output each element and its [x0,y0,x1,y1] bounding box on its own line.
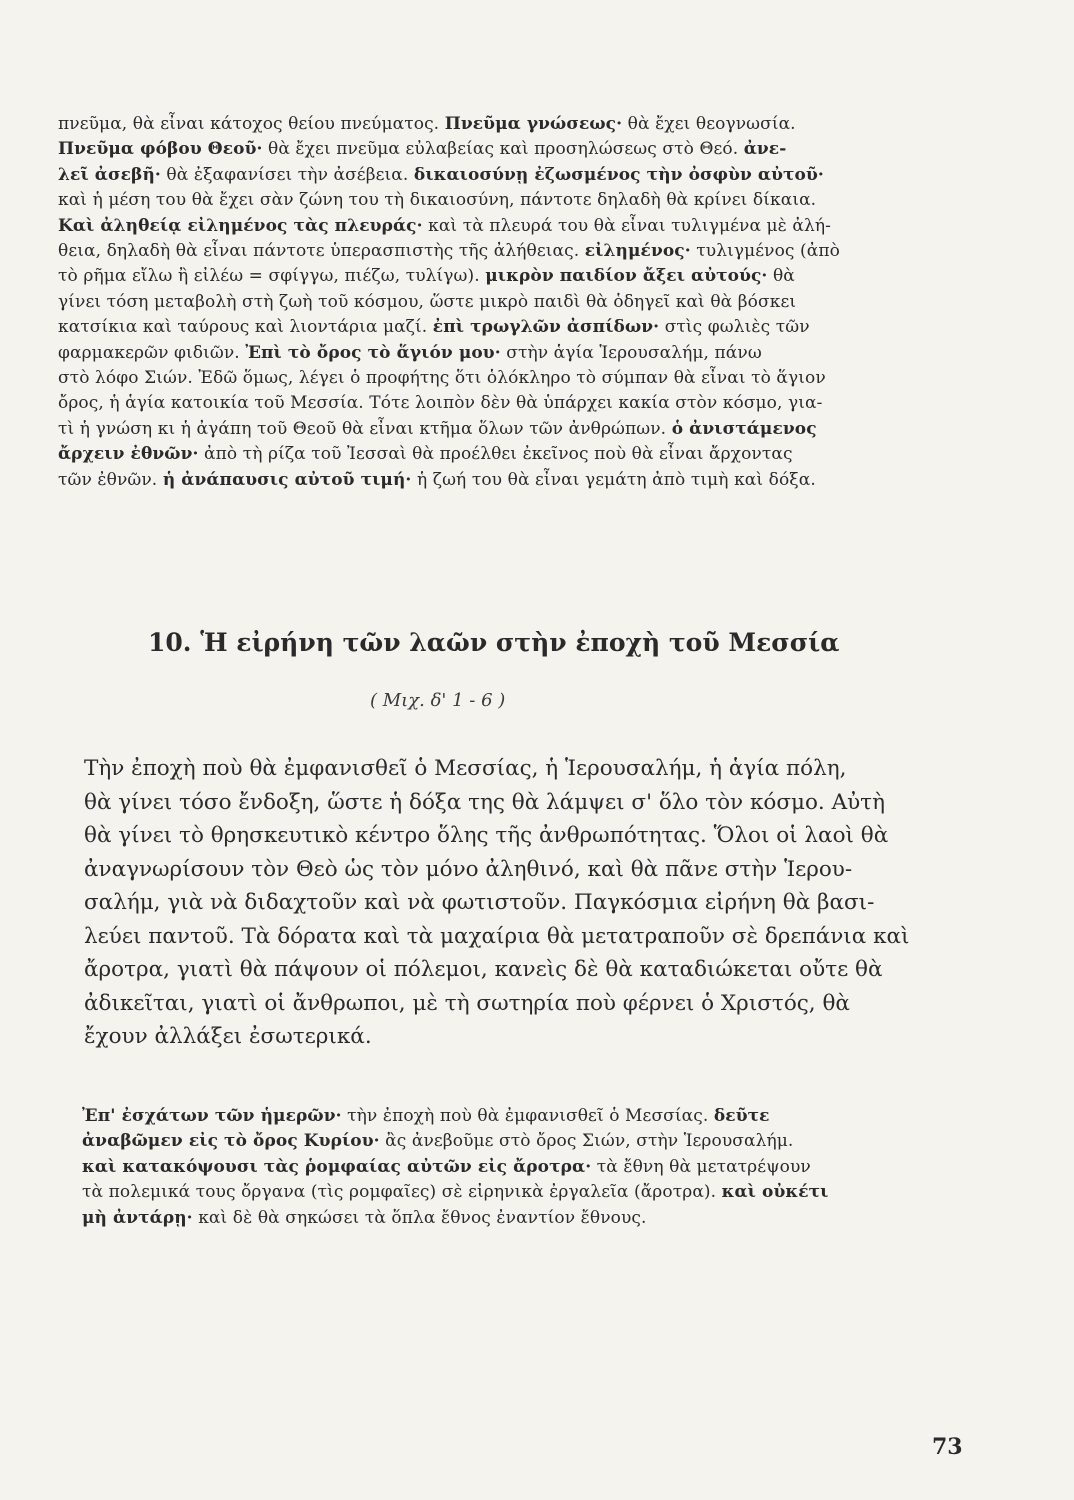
text-run: ἀδικεῖται, γιατὶ οἱ ἄνθρωποι, μὲ τὴ σωτηρία ποὺ φέρνει ὁ Χριστός, θὰ [84,990,850,1016]
main-paragraph [84,752,934,1054]
text-run: θὰ ἔχει θεογνωσία. [622,114,796,134]
section-heading: 10. Ἡ εἰρήνη τῶν λαῶν στὴν ἐποχὴ τοῦ Μεσσία [148,628,840,657]
bold-lemma: ἀνε- [743,139,787,160]
text-run: καὶ δὲ θὰ σηκώσει τὰ ὅπλα ἔθνος ἐναντίον ἔθνους. [192,1207,647,1228]
bold-lemma: εἰλημένος· [584,241,691,262]
text-line [58,391,938,416]
bold-lemma: μὴ ἀντάρῃ· [82,1207,193,1228]
text-run: τυλιγμένος (ἀπὸ [690,241,840,262]
text-line [82,1206,942,1231]
text-line [58,214,938,239]
text-run: γίνει τόση μεταβολὴ στὴ ζωὴ τοῦ κόσμου, ὥστε μικρὸ παιδὶ θὰ ὁδηγεῖ καὶ θὰ βόσκει [58,291,797,312]
text-run: ἡ ζωή του θὰ εἶναι γεμάτη ἀπὸ τιμὴ καὶ δόξα. [411,469,816,490]
bold-lemma: ὁ ἀνιστάμενος [671,418,817,439]
text-run: φαρμακερῶν φιδιῶν. [58,342,246,363]
text-line [82,1129,942,1154]
text-run: σαλήμ, γιὰ νὰ διδαχτοῦν καὶ νὰ φωτιστοῦν. Παγκόσμια εἰρήνη θὰ βασι- [84,890,875,915]
text-run: στὸ λόφο Σιών. Ἐδῶ ὅμως, λέγει ὁ προφήτης ὅτι ὁλόκληρο τὸ σύμπαν θὰ εἶναι τὸ ἅγιον [58,368,826,389]
text-line [84,987,934,1021]
text-line [84,1020,934,1054]
text-line [58,112,938,137]
text-run: καὶ ἡ μέση του θὰ ἔχει σὰν ζώνη του τὴ δικαιοσύνη, πάντοτε δηλαδὴ θὰ κρίνει δίκαια. [58,190,817,211]
text-line [82,1155,942,1180]
text-line [84,786,934,820]
text-line [58,366,938,391]
text-run: θὰ [767,266,795,287]
text-line [58,163,938,188]
text-line [58,239,938,264]
text-line [58,188,938,213]
bold-lemma: Ἐπ' ἐσχάτων τῶν ἡμερῶν· [82,1106,342,1126]
commentary-paragraph-bottom [82,1104,942,1231]
bold-lemma: δικαιοσύνῃ ἐζωσμένος τὴν ὀσφὺν αὐτοῦ· [413,164,824,185]
text-run: τὴν ἐποχὴ ποὺ θὰ ἐμφανισθεῖ ὁ Μεσσίας. [341,1106,714,1126]
bold-lemma: ἀναβῶμεν εἰς τὸ ὄρος Κυρίου· [82,1131,380,1152]
bold-lemma: μικρὸν παιδίον ἄξει αὐτούς· [485,266,768,287]
bold-lemma: ἡ ἀνάπαυσις αὐτοῦ τιμή· [162,469,412,490]
text-run: στὶς φωλιὲς τῶν [659,317,810,338]
bold-lemma: καὶ κατακόψουσι τὰς ῥομφαίας αὐτῶν εἰς ἄροτρα· [82,1156,592,1177]
text-run: ὄρος, ἡ ἁγία κατοικία τοῦ Μεσσία. Τότε λοιπὸν δὲν θὰ ὑπάρχει κακία στὸν κόσμο, για- [58,393,823,414]
bold-lemma: ἐπὶ τρωγλῶν ἀσπίδων· [432,317,660,338]
text-run: στὴν ἁγία Ἱερουσαλήμ, πάνω [500,342,762,363]
text-run: ἀπὸ τὴ ρίζα τοῦ Ἰεσσαὶ θὰ προέλθει ἐκεῖνος ποὺ θὰ εἶναι ἄρχοντας [198,444,793,465]
scripture-reference: ( Μιχ. δ' 1 - 6 ) [370,690,506,711]
text-line [58,417,938,442]
text-run: θὰ γίνει τὸ θρησκευτικὸ κέντρο ὅλης τῆς ἀνθρωπότητας. Ὅλοι οἱ λαοὶ θὰ [84,823,889,848]
text-run: ἄροτρα, γιατὶ θὰ πάψουν οἱ πόλεμοι, κανεὶς δὲ θὰ καταδιώκεται οὔτε θὰ [84,957,883,982]
bold-lemma: καὶ οὐκέτι [721,1182,829,1203]
text-run: λεύει παντοῦ. Τὰ δόρατα καὶ τὰ μαχαίρια θὰ μετατραποῦν σὲ δρεπάνια καὶ [84,923,910,949]
text-line [82,1104,942,1129]
text-run: θὰ γίνει τόσο ἔνδοξη, ὥστε ἡ δόξα της θὰ λάμψει σ' ὅλο τὸν κόσμο. Αὐτὴ [84,789,885,815]
text-line [84,819,934,853]
text-run: Τὴν ἐποχὴ ποὺ θὰ ἐμφανισθεῖ ὁ Μεσσίας, ἡ Ἱερουσαλήμ, ἡ ἁγία πόλη, [84,756,847,781]
text-run: τὰ πολεμικά τους ὄργανα (τὶς ρομφαῖες) σὲ εἰρηνικὰ ἐργαλεῖα (ἄροτρα). [82,1182,722,1203]
bold-lemma: Πνεῦμα φόβου Θεοῦ· [58,139,263,160]
text-run: ἔχουν ἀλλάξει ἐσωτερικά. [84,1024,372,1049]
text-line [84,953,934,987]
text-run: τῶν ἐθνῶν. [58,469,163,490]
bold-lemma: λεῖ ἀσεβῆ· [58,164,161,185]
text-line [84,752,934,786]
text-line [58,442,938,467]
text-line [84,853,934,887]
bold-lemma: Ἐπὶ τὸ ὄρος τὸ ἅγιόν μου· [245,342,501,363]
text-line [58,341,938,366]
commentary-paragraph-top [58,112,938,493]
text-run: τὰ ἔθνη θὰ μετατρέψουν [591,1156,811,1177]
page-number: 73 [932,1434,963,1460]
text-run: τὶ ἡ γνώση κι ἡ ἀγάπη τοῦ Θεοῦ θὰ εἶναι κτῆμα ὅλων τῶν ἀνθρώπων. [58,418,672,439]
text-run: ἀναγνωρίσουν τὸν Θεὸ ὡς τὸν μόνο ἀληθινό, καὶ θὰ πᾶνε στὴν Ἱερου- [84,856,853,882]
bold-lemma: Καὶ ἀληθείᾳ εἰλημένος τὰς πλευράς· [58,215,423,236]
text-line [58,290,938,315]
bold-lemma: δεῦτε [713,1106,770,1126]
text-line [58,264,938,289]
text-line [58,137,938,162]
text-line [84,886,934,920]
text-line [58,315,938,340]
text-run: ἂς ἀνεβοῦμε στὸ ὄρος Σιών, στὴν Ἱερουσαλήμ. [379,1131,794,1152]
text-run: θεια, δηλαδὴ θὰ εἶναι πάντοτε ὑπερασπιστὴς τῆς ἀλήθειας. [58,241,585,262]
text-run: θὰ ἔχει πνεῦμα εὐλαβείας καὶ προσηλώσεως στὸ Θεό. [262,139,744,160]
text-run: πνεῦμα, θὰ εἶναι κάτοχος θείου πνεύματος. [58,114,445,134]
text-line [82,1180,942,1205]
text-run: καὶ τὰ πλευρά του θὰ εἶναι τυλιγμένα μὲ ἀλή- [422,215,831,236]
text-line [84,920,934,954]
text-run: θὰ ἐξαφανίσει τὴν ἀσέβεια. [160,164,414,185]
text-line [58,468,938,493]
bold-lemma: ἄρχειν ἐθνῶν· [58,444,199,465]
bold-lemma: Πνεῦμα γνώσεως· [444,114,623,134]
text-run: κατσίκια καὶ ταύρους καὶ λιοντάρια μαζί. [58,317,433,338]
text-run: τὸ ρῆμα εἴλω ἢ εἰλέω = σφίγγω, πιέζω, τυλίγω). [58,266,486,287]
